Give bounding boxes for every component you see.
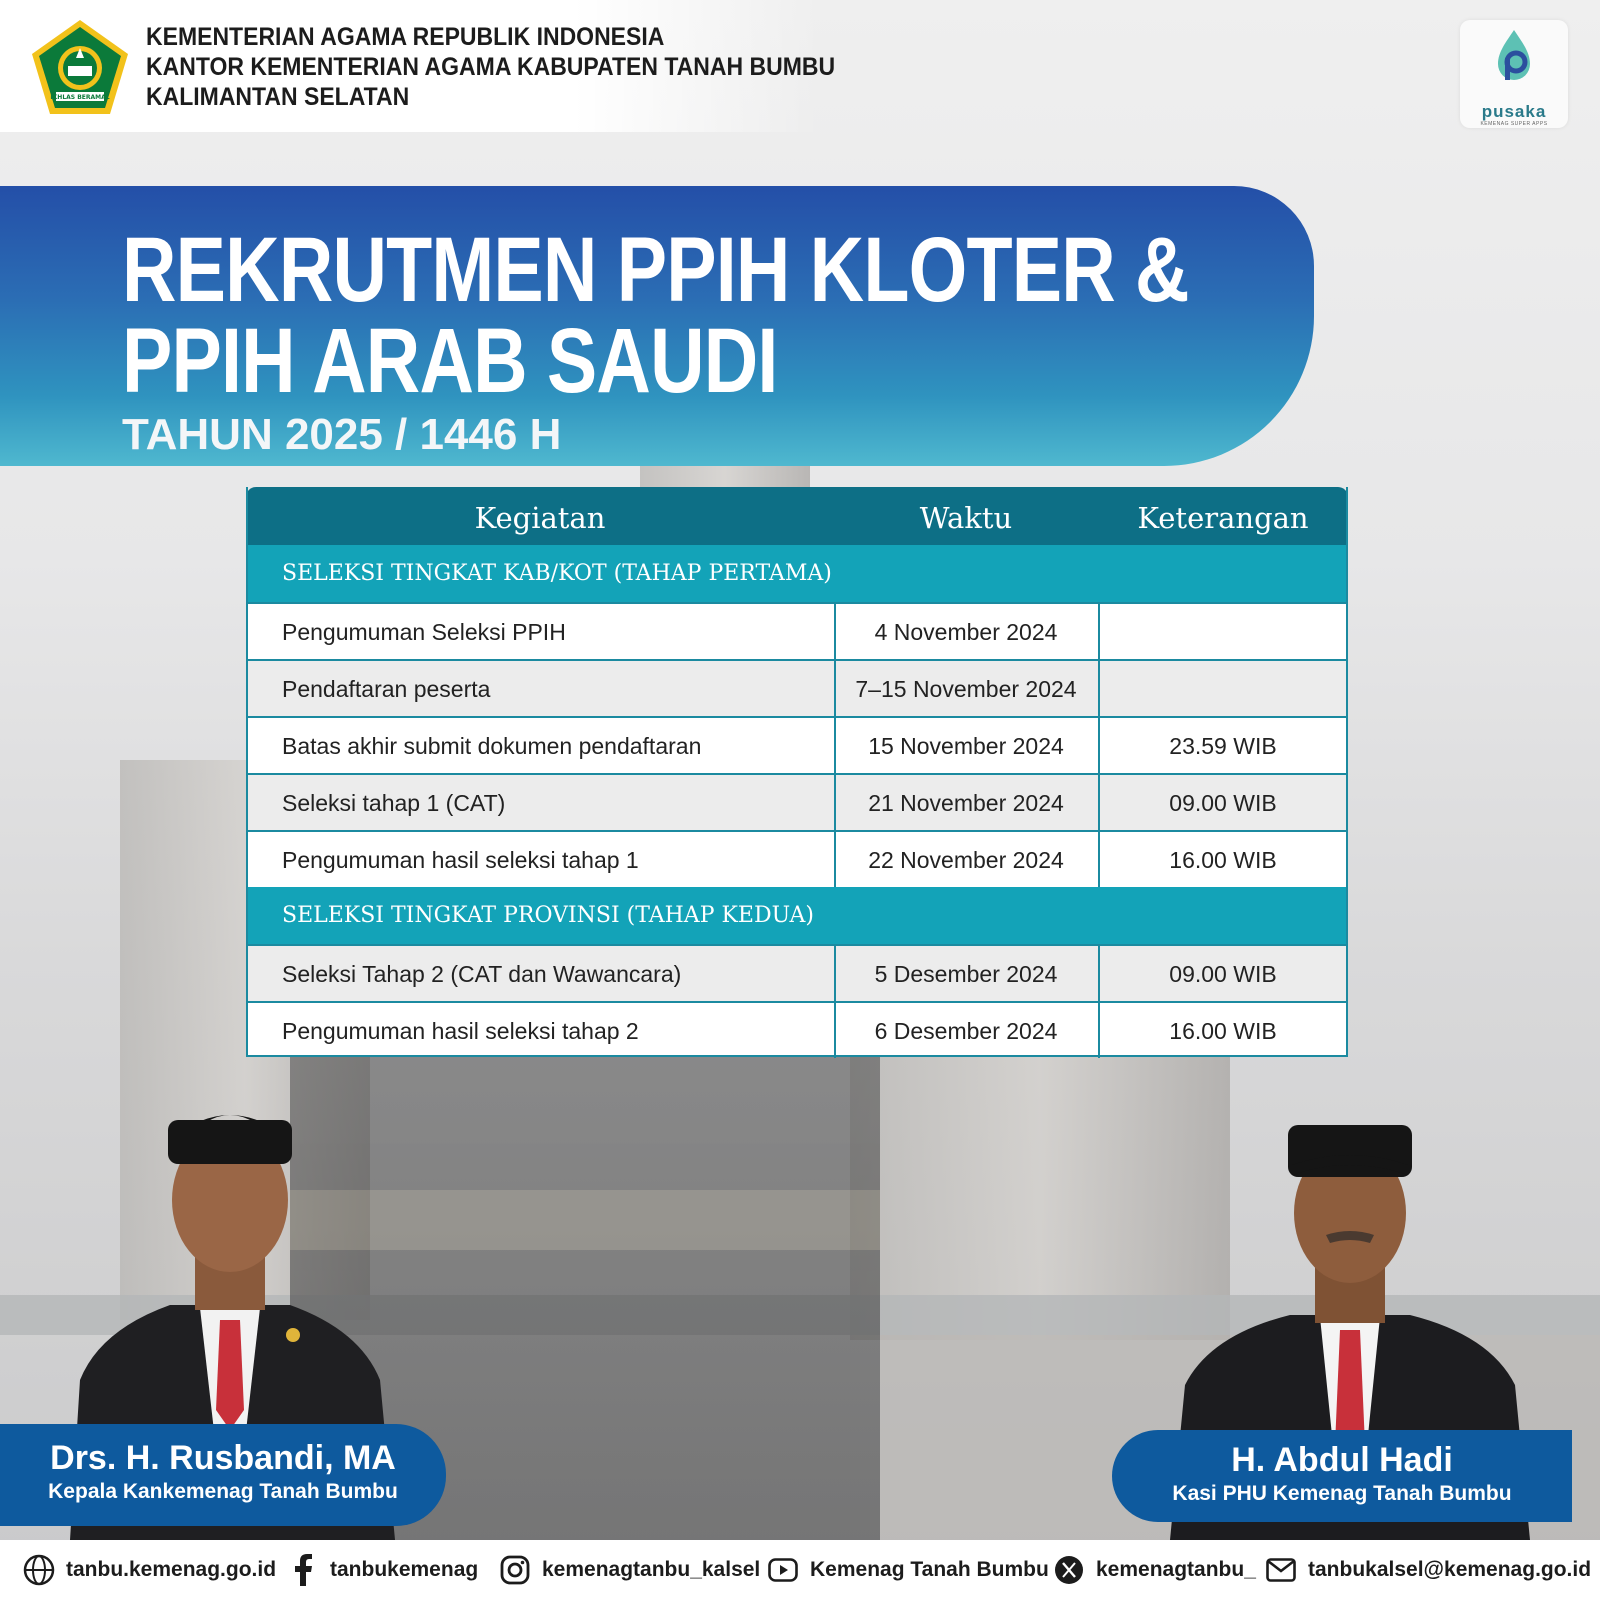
- table-row: [246, 773, 1348, 830]
- globe-icon: [22, 1553, 56, 1587]
- person-role: Kasi PHU Kemenag Tanah Bumbu: [1172, 1482, 1512, 1505]
- table-header: [246, 487, 1348, 545]
- cell-waktu: 15 November 2024: [868, 733, 1064, 759]
- pusaka-subtitle: KEMENAG SUPER APPS: [1480, 121, 1548, 127]
- cell-keterangan: 16.00 WIB: [1169, 1018, 1277, 1044]
- instagram-icon: [498, 1553, 532, 1587]
- website-text: tanbu.kemenag.go.id: [66, 1558, 277, 1581]
- cell-waktu: 4 November 2024: [874, 619, 1058, 645]
- footer-email[interactable]: [1264, 1552, 1591, 1588]
- pusaka-logo: [1460, 20, 1568, 128]
- title-line-2: PPIH ARAB SAUDI: [122, 310, 778, 412]
- kemenag-logo: [28, 18, 132, 118]
- facebook-text: tanbukemenag: [330, 1558, 479, 1581]
- table-row: [246, 1001, 1348, 1057]
- youtube-icon: [766, 1553, 800, 1587]
- cell-kegiatan: Pengumuman hasil seleksi tahap 2: [282, 1018, 639, 1044]
- facebook-icon: [286, 1553, 320, 1587]
- table-row: [246, 830, 1348, 887]
- cell-keterangan: 16.00 WIB: [1169, 847, 1277, 873]
- footer-instagram[interactable]: [498, 1552, 760, 1588]
- person-role: Kepala Kankemenag Tanah Bumbu: [48, 1480, 398, 1503]
- cell-keterangan: 23.59 WIB: [1169, 733, 1277, 759]
- cell-waktu: 22 November 2024: [868, 847, 1064, 873]
- cell-keterangan: 09.00 WIB: [1169, 961, 1277, 987]
- footer-website[interactable]: [22, 1552, 276, 1588]
- section-tahap-kedua: SELEKSI TINGKAT PROVINSI (TAHAP KEDUA): [246, 887, 1348, 944]
- organization-name: [146, 22, 895, 112]
- header-waktu: Waktu: [919, 501, 1013, 535]
- footer-facebook[interactable]: [286, 1552, 478, 1588]
- table-row: [246, 659, 1348, 716]
- cell-waktu: 21 November 2024: [868, 790, 1064, 816]
- cell-kegiatan: Seleksi Tahap 2 (CAT dan Wawancara): [282, 961, 682, 987]
- header: [0, 0, 836, 132]
- x-text: kemenagtanbu_: [1096, 1558, 1256, 1581]
- cell-kegiatan: Batas akhir submit dokumen pendaftaran: [282, 733, 702, 759]
- footer-x[interactable]: [1052, 1552, 1256, 1588]
- logo-motto: IKHLAS BERAMAL: [50, 94, 110, 101]
- schedule-table: [246, 487, 1348, 1057]
- table-row: [246, 944, 1348, 1001]
- header-kegiatan: Kegiatan: [474, 501, 606, 535]
- footer-youtube[interactable]: [766, 1552, 1049, 1588]
- person-name: H. Abdul Hadi: [1231, 1441, 1453, 1479]
- table-row: [246, 716, 1348, 773]
- cell-kegiatan: Pengumuman Seleksi PPIH: [282, 619, 566, 645]
- x-icon: [1052, 1553, 1086, 1587]
- name-box-abdul-hadi: [1112, 1430, 1572, 1522]
- org-line-1: KEMENTERIAN AGAMA REPUBLIK INDONESIA: [146, 23, 665, 51]
- title-line-1: REKRUTMEN PPIH KLOTER &: [122, 219, 1189, 321]
- cell-kegiatan: Pendaftaran peserta: [282, 676, 491, 702]
- name-box-rusbandi: [0, 1424, 446, 1526]
- footer: [0, 1540, 1600, 1600]
- cell-kegiatan: Pengumuman hasil seleksi tahap 1: [282, 847, 639, 873]
- cell-keterangan: [1098, 661, 1348, 716]
- instagram-text: kemenagtanbu_kalsel: [542, 1558, 761, 1581]
- person-name: Drs. H. Rusbandi, MA: [50, 1439, 396, 1477]
- mail-icon: [1264, 1553, 1298, 1587]
- header-keterangan: Keterangan: [1137, 501, 1309, 535]
- section-tahap-pertama: SELEKSI TINGKAT KAB/KOT (TAHAP PERTAMA): [246, 545, 1348, 602]
- cell-kegiatan: Seleksi tahap 1 (CAT): [282, 790, 506, 816]
- pusaka-name: pusaka: [1481, 102, 1547, 121]
- email-text: tanbukalsel@kemenag.go.id: [1308, 1558, 1592, 1581]
- title-year: TAHUN 2025 / 1446 H: [122, 410, 562, 459]
- cell-keterangan: 09.00 WIB: [1169, 790, 1277, 816]
- cell-waktu: 7–15 November 2024: [855, 676, 1077, 702]
- table-row: [246, 602, 1348, 659]
- cell-keterangan: [1098, 604, 1348, 659]
- org-line-3: KALIMANTAN SELATAN: [146, 83, 410, 111]
- cell-waktu: 6 Desember 2024: [874, 1018, 1058, 1044]
- cell-waktu: 5 Desember 2024: [874, 961, 1058, 987]
- youtube-text: Kemenag Tanah Bumbu: [810, 1558, 1049, 1581]
- org-line-2: KANTOR KEMENTERIAN AGAMA KABUPATEN TANAH BUMBU: [146, 53, 836, 81]
- pusaka-drop-icon: [1494, 28, 1534, 84]
